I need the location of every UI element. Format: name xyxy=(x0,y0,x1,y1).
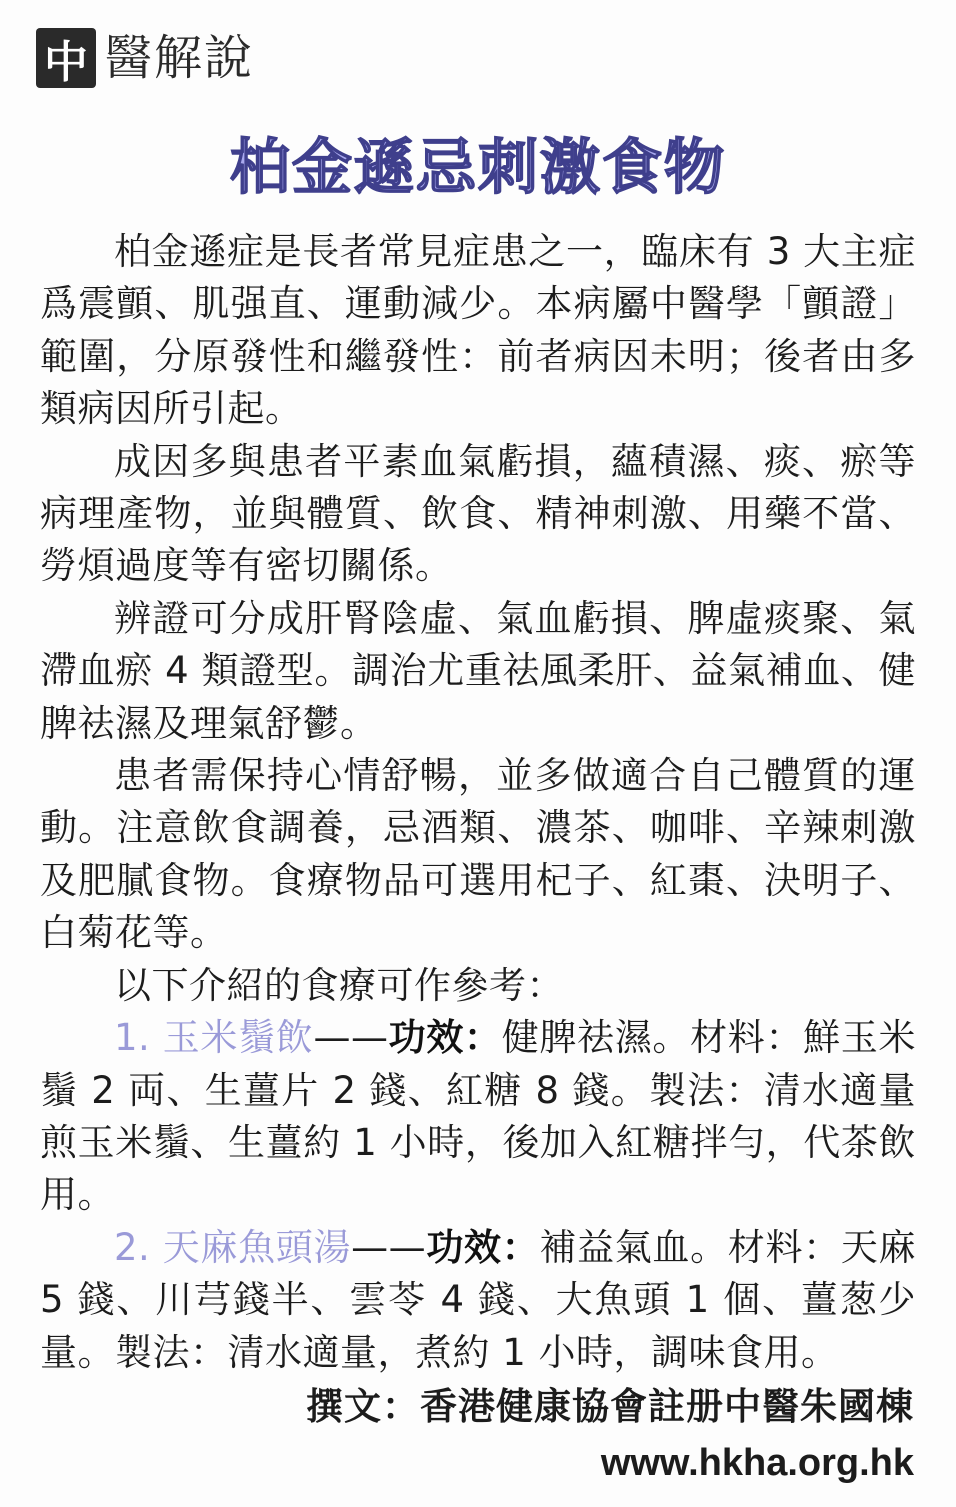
column-logo-mark: 中 xyxy=(36,28,96,88)
paragraph-causes: 成因多與患者平素血氣虧損，蘊積濕、痰、瘀等病理產物，並與體質、飲食、精神刺激、用藥不當、勞煩過度等有密切關係。 xyxy=(40,439,916,588)
author-byline: 撰文：香港健康協會註册中醫朱國棟 xyxy=(306,1385,914,1428)
recipe-name: 1. 玉米鬚飲 xyxy=(114,1016,314,1060)
article-title: 柏金遜忌刺激食物 xyxy=(230,133,726,203)
recipe-item xyxy=(40,1222,916,1379)
recipe-effect-label: 功效： xyxy=(426,1225,540,1269)
column-header xyxy=(36,24,254,92)
article-body xyxy=(40,226,916,1379)
website-url: www.hkha.org.hk xyxy=(600,1442,914,1484)
recipe-item xyxy=(40,1012,916,1222)
paragraph-diet-advice: 患者需保持心情舒暢，並多做適合自己體質的運動。注意飲食調養，忌酒類、濃茶、咖啡、辛辣刺激及肥膩食物。食療物品可選用杞子、紅棗、決明子、白菊花等。 xyxy=(40,754,916,955)
recipe-body: 補益氣血。材料：天麻 5 錢、川芎錢半、雲苓 4 錢、大魚頭 1 個、薑葱少量。製法：清水適量，煮約 1 小時，調味食用。 xyxy=(40,1225,917,1374)
recipe-effect-label: 功效： xyxy=(388,1016,502,1060)
recipe-name: 2. 天麻魚頭湯 xyxy=(114,1225,352,1269)
column-name: 醫解說 xyxy=(104,30,255,86)
paragraph-syndromes: 辨證可分成肝腎陰虛、氣血虧損、脾虛痰聚、氣滯血瘀 4 類證型。調治尤重祛風柔肝、益氣補血、健脾祛濕及理氣舒鬱。 xyxy=(40,596,916,745)
recipe-dash: —— xyxy=(351,1225,427,1269)
paragraph-symptoms: 柏金遜症是長者常見症患之一，臨床有 3 大主症爲震顫、肌强直、運動減少。本病屬中醫學「顫證」範圍，分原發性和繼發性：前者病因未明；後者由多類病因所引起。 xyxy=(40,230,916,431)
paragraph-recipe-intro: 以下介紹的食療可作參考： xyxy=(114,963,564,1007)
recipe-dash: —— xyxy=(313,1016,389,1060)
recipe-body: 健脾祛濕。材料：鮮玉米鬚 2 両、生薑片 2 錢、紅糖 8 錢。製法：清水適量煎玉米鬚、生薑約 1 小時，後加入紅糖拌勻，代茶飲用。 xyxy=(40,1016,917,1217)
